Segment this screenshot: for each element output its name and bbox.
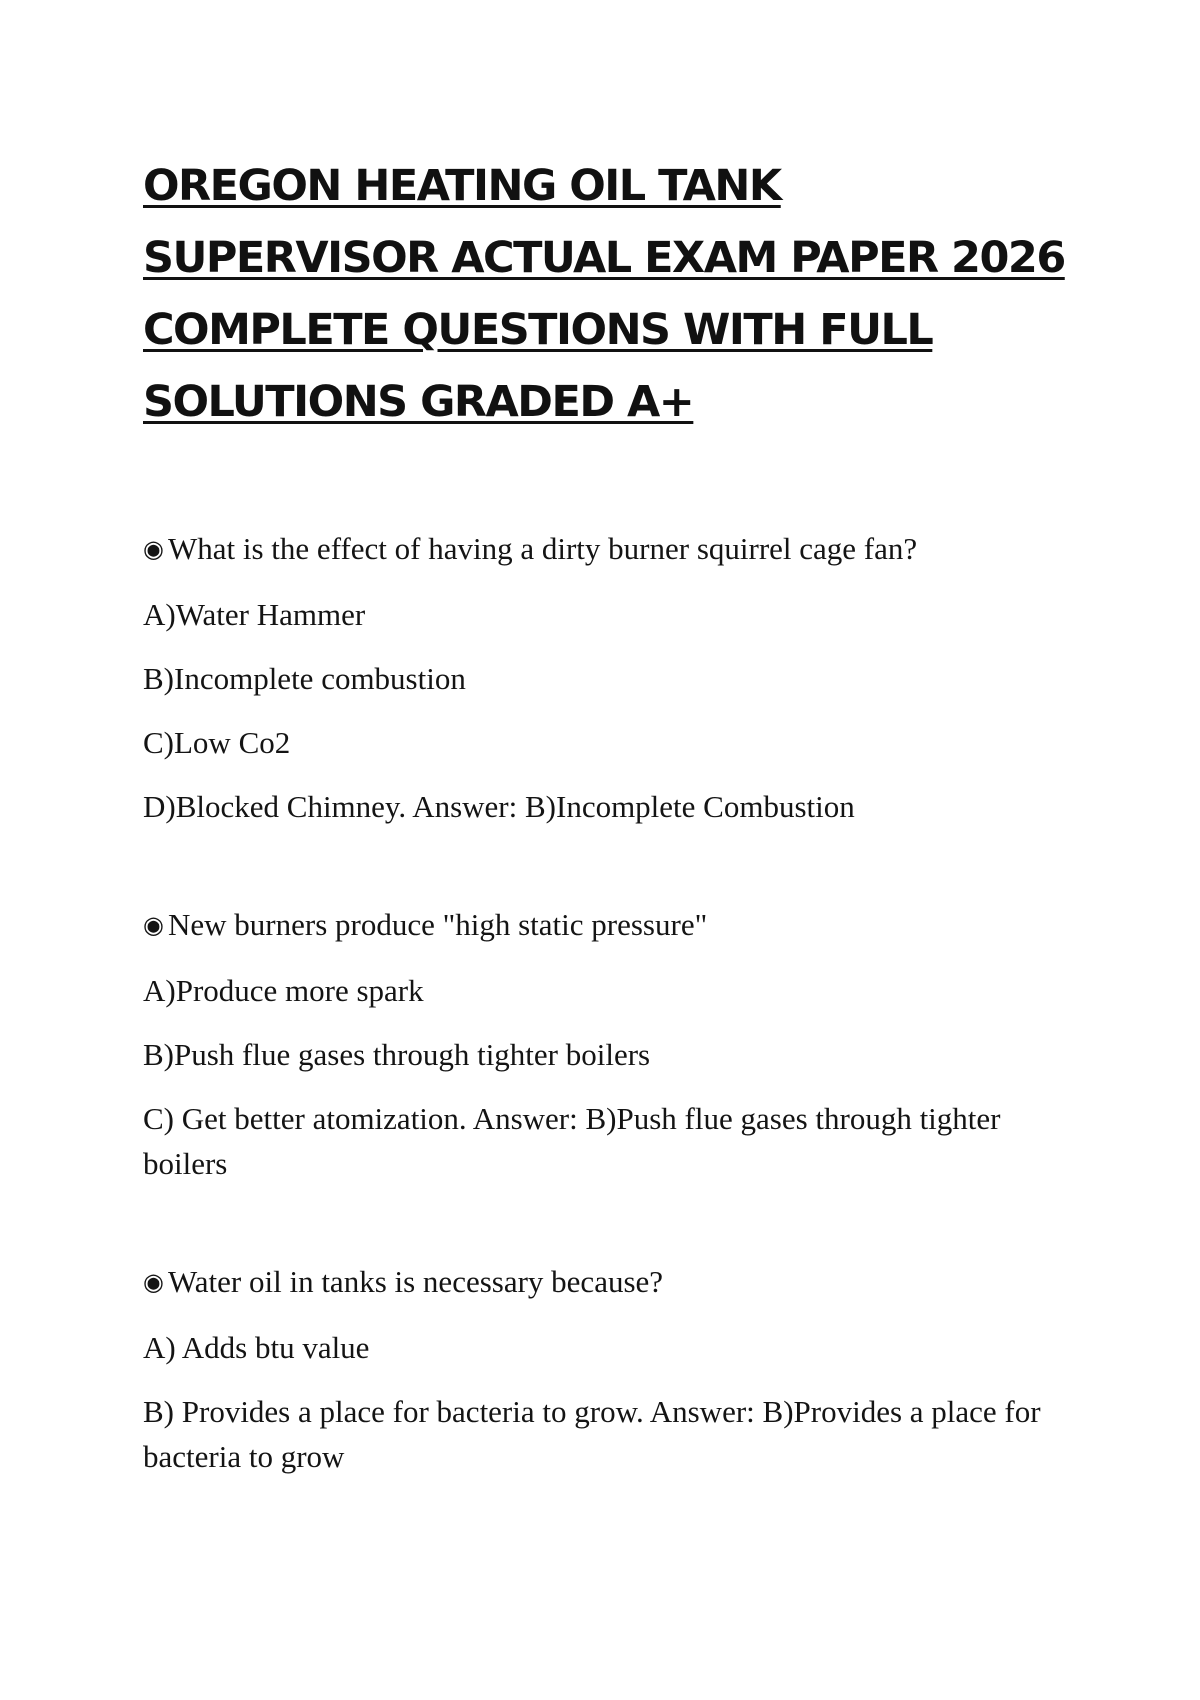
radio-bullet-icon: ◉ [143,913,164,939]
document-page [143,150,1073,1498]
question-text [143,1259,1073,1306]
answer-option: C) Get better atomization. Answer: B)Push flue gases through tighter boilers [143,1101,1001,1181]
question-block-1 [143,526,1073,829]
answer-option: B) Provides a place for bacteria to grow. Answer: B)Provides a place for bacteria to grow [143,1394,1041,1474]
question-label: What is the effect of having a dirty burner squirrel cage fan? [168,531,918,566]
answer-option: A)Water Hammer [143,597,366,632]
radio-bullet-icon: ◉ [143,1270,164,1296]
question-label: New burners produce "high static pressure" [168,907,708,942]
question-block-2 [143,902,1073,1186]
question-label: Water oil in tanks is necessary because? [168,1264,664,1299]
question-text [143,526,1073,573]
question-block-3 [143,1259,1073,1479]
answer-option: B)Push flue gases through tighter boilers [143,1037,651,1072]
question-text [143,902,1073,949]
answer-option: C)Low Co2 [143,725,291,760]
answer-option: A) Adds btu value [143,1330,370,1365]
answer-option: B)Incomplete combustion [143,661,466,696]
answer-option: D)Blocked Chimney. Answer: B)Incomplete Combustion [143,789,855,824]
radio-bullet-icon: ◉ [143,537,164,563]
document-title: OREGON HEATING OIL TANK SUPERVISOR ACTUAL EXAM PAPER 2026 COMPLETE QUESTIONS WITH FULL SOLUTIONS GRADED A+ [143,161,1065,427]
answer-option: A)Produce more spark [143,973,424,1008]
